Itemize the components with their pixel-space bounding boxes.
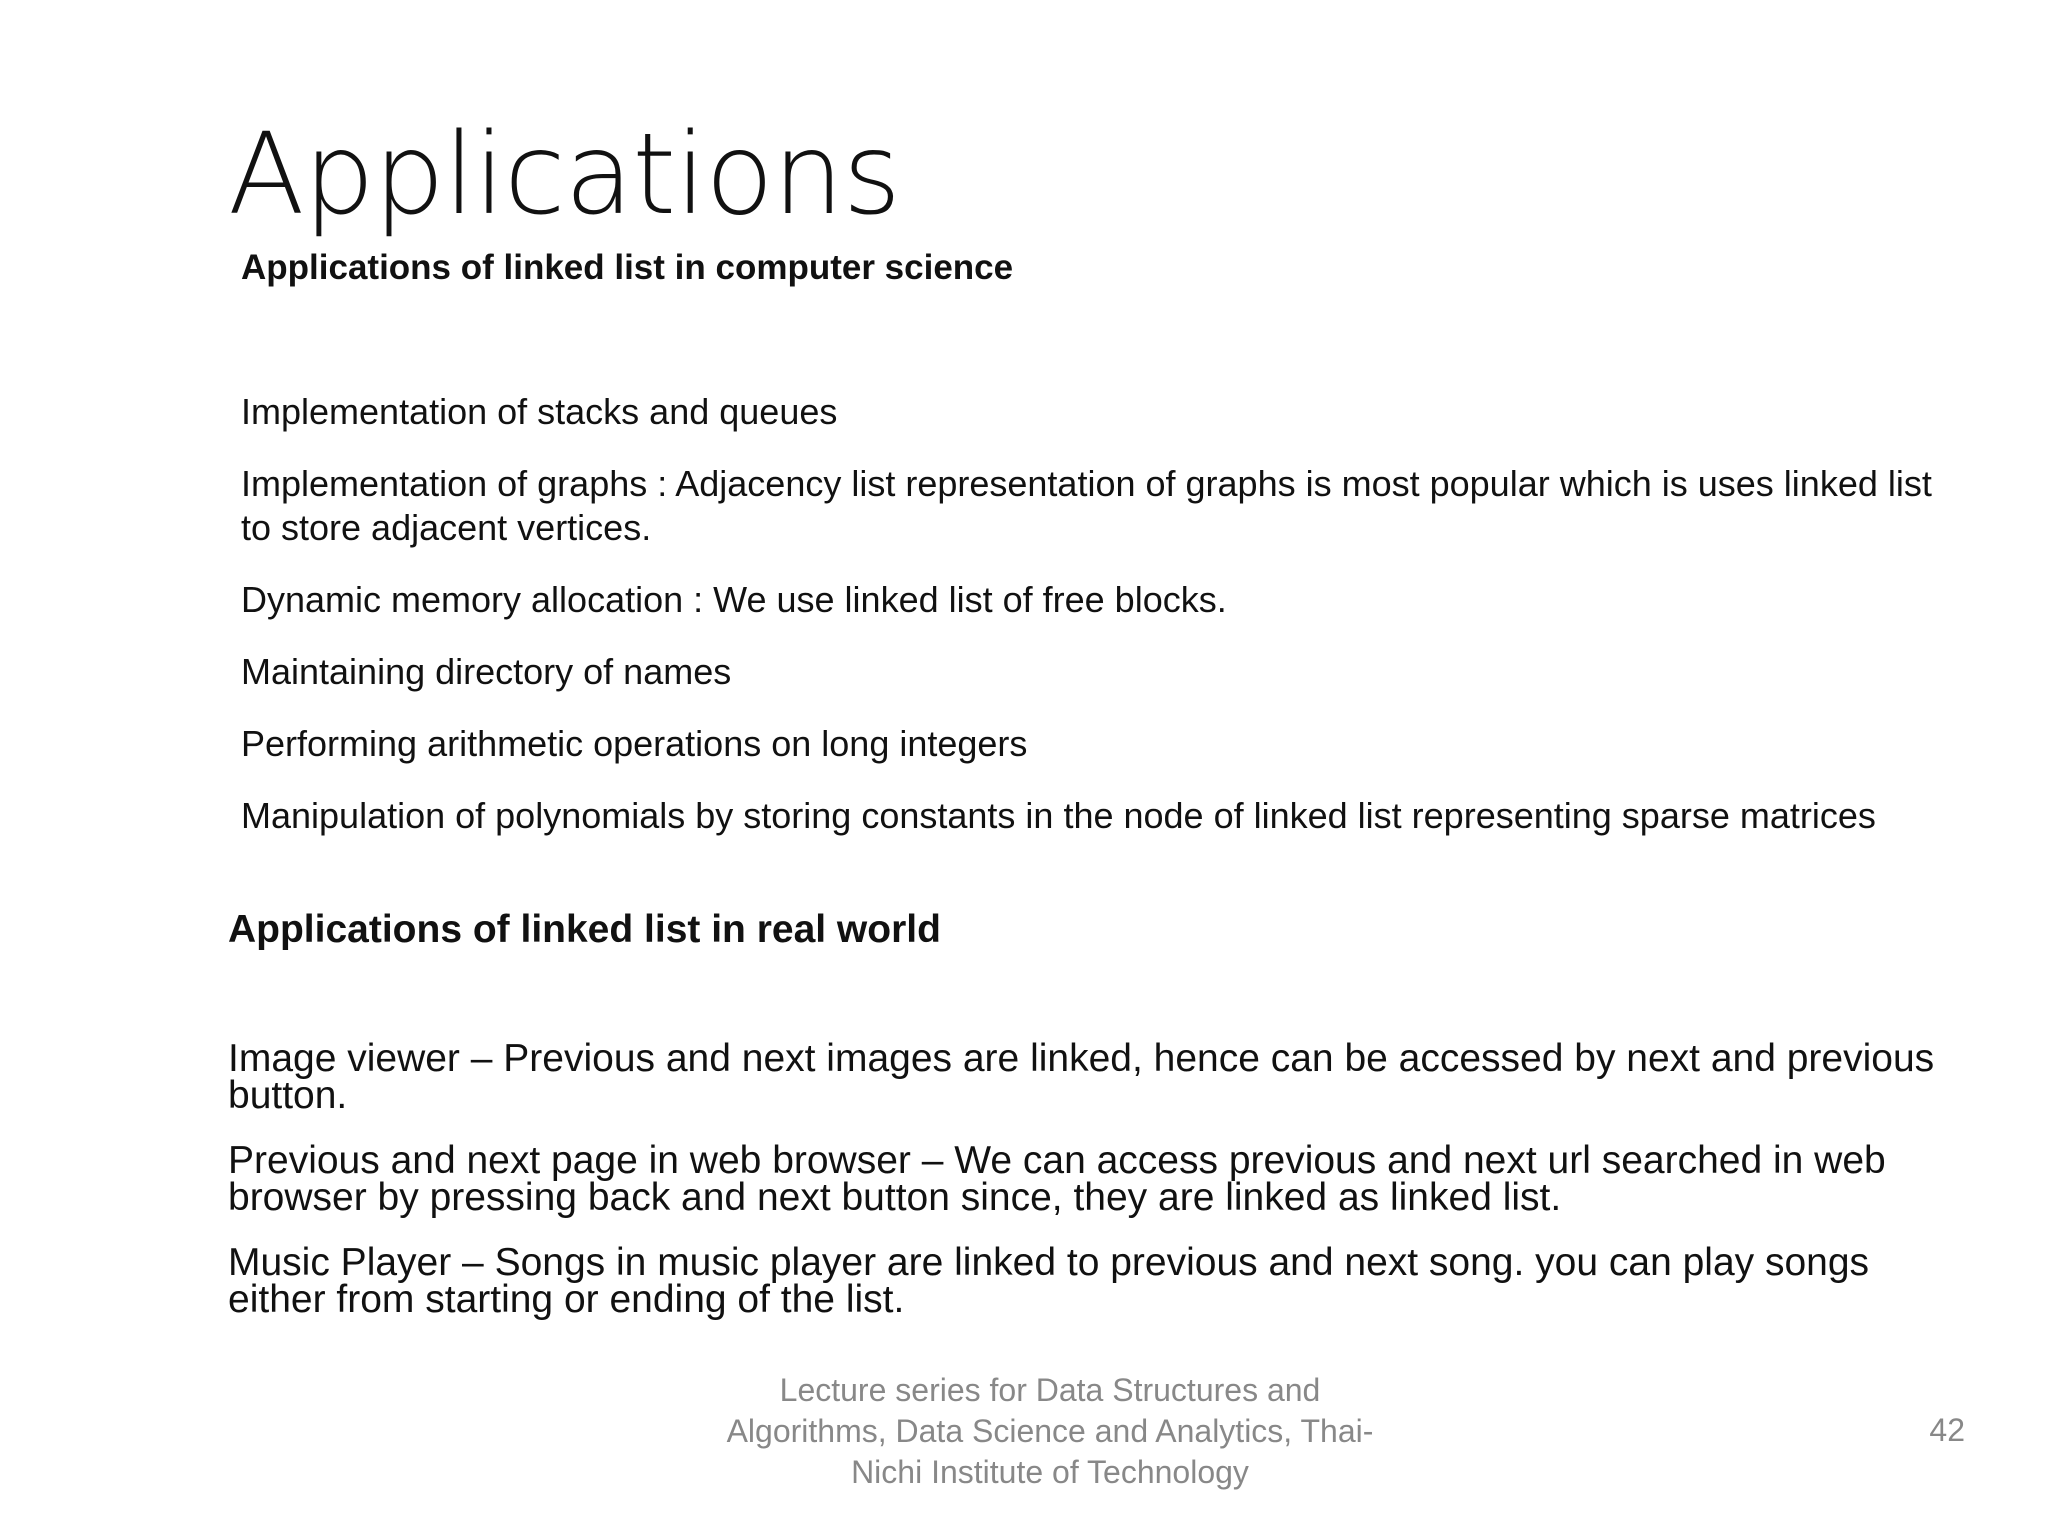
list-item: Music Player – Songs in music player are linked to previous and next song. you can play songs either from starting or ending of the list. — [228, 1241, 1870, 1321]
footer-line: Lecture series for Data Structures and — [779, 1372, 1321, 1408]
section-heading-real-world: Applications of linked list in real world — [228, 908, 941, 951]
list-item: Previous and next page in web browser – We can access previous and next url searched in web browser by pressing back and next button since, they are linked as linked list. — [228, 1139, 1886, 1219]
list-item: Image viewer – Previous and next images are linked, hence can be accessed by next and previous button. — [228, 1037, 1935, 1117]
list-item: Implementation of graphs : Adjacency list representation of graphs is most popular which is uses linked list to store adjacent vertices. — [241, 463, 1932, 548]
footer-line: Nichi Institute of Technology — [851, 1454, 1249, 1490]
list-item: Manipulation of polynomials by storing constants in the node of linked list representing sparse matrices — [241, 795, 1876, 836]
slide-footer — [680, 1370, 1420, 1493]
section-heading-computer-science: Applications of linked list in computer science — [241, 248, 1014, 287]
slide-title: Applications — [228, 110, 901, 240]
list-item: Implementation of stacks and queues — [241, 391, 838, 432]
page-number: 42 — [1929, 1412, 1965, 1448]
real-world-applications-list — [228, 1037, 1948, 1346]
computer-science-applications-list — [241, 390, 1961, 866]
list-item: Performing arithmetic operations on long integers — [241, 723, 1028, 764]
list-item: Dynamic memory allocation : We use linked list of free blocks. — [241, 579, 1227, 620]
footer-line: Algorithms, Data Science and Analytics, Thai- — [726, 1413, 1374, 1449]
list-item: Maintaining directory of names — [241, 651, 732, 692]
